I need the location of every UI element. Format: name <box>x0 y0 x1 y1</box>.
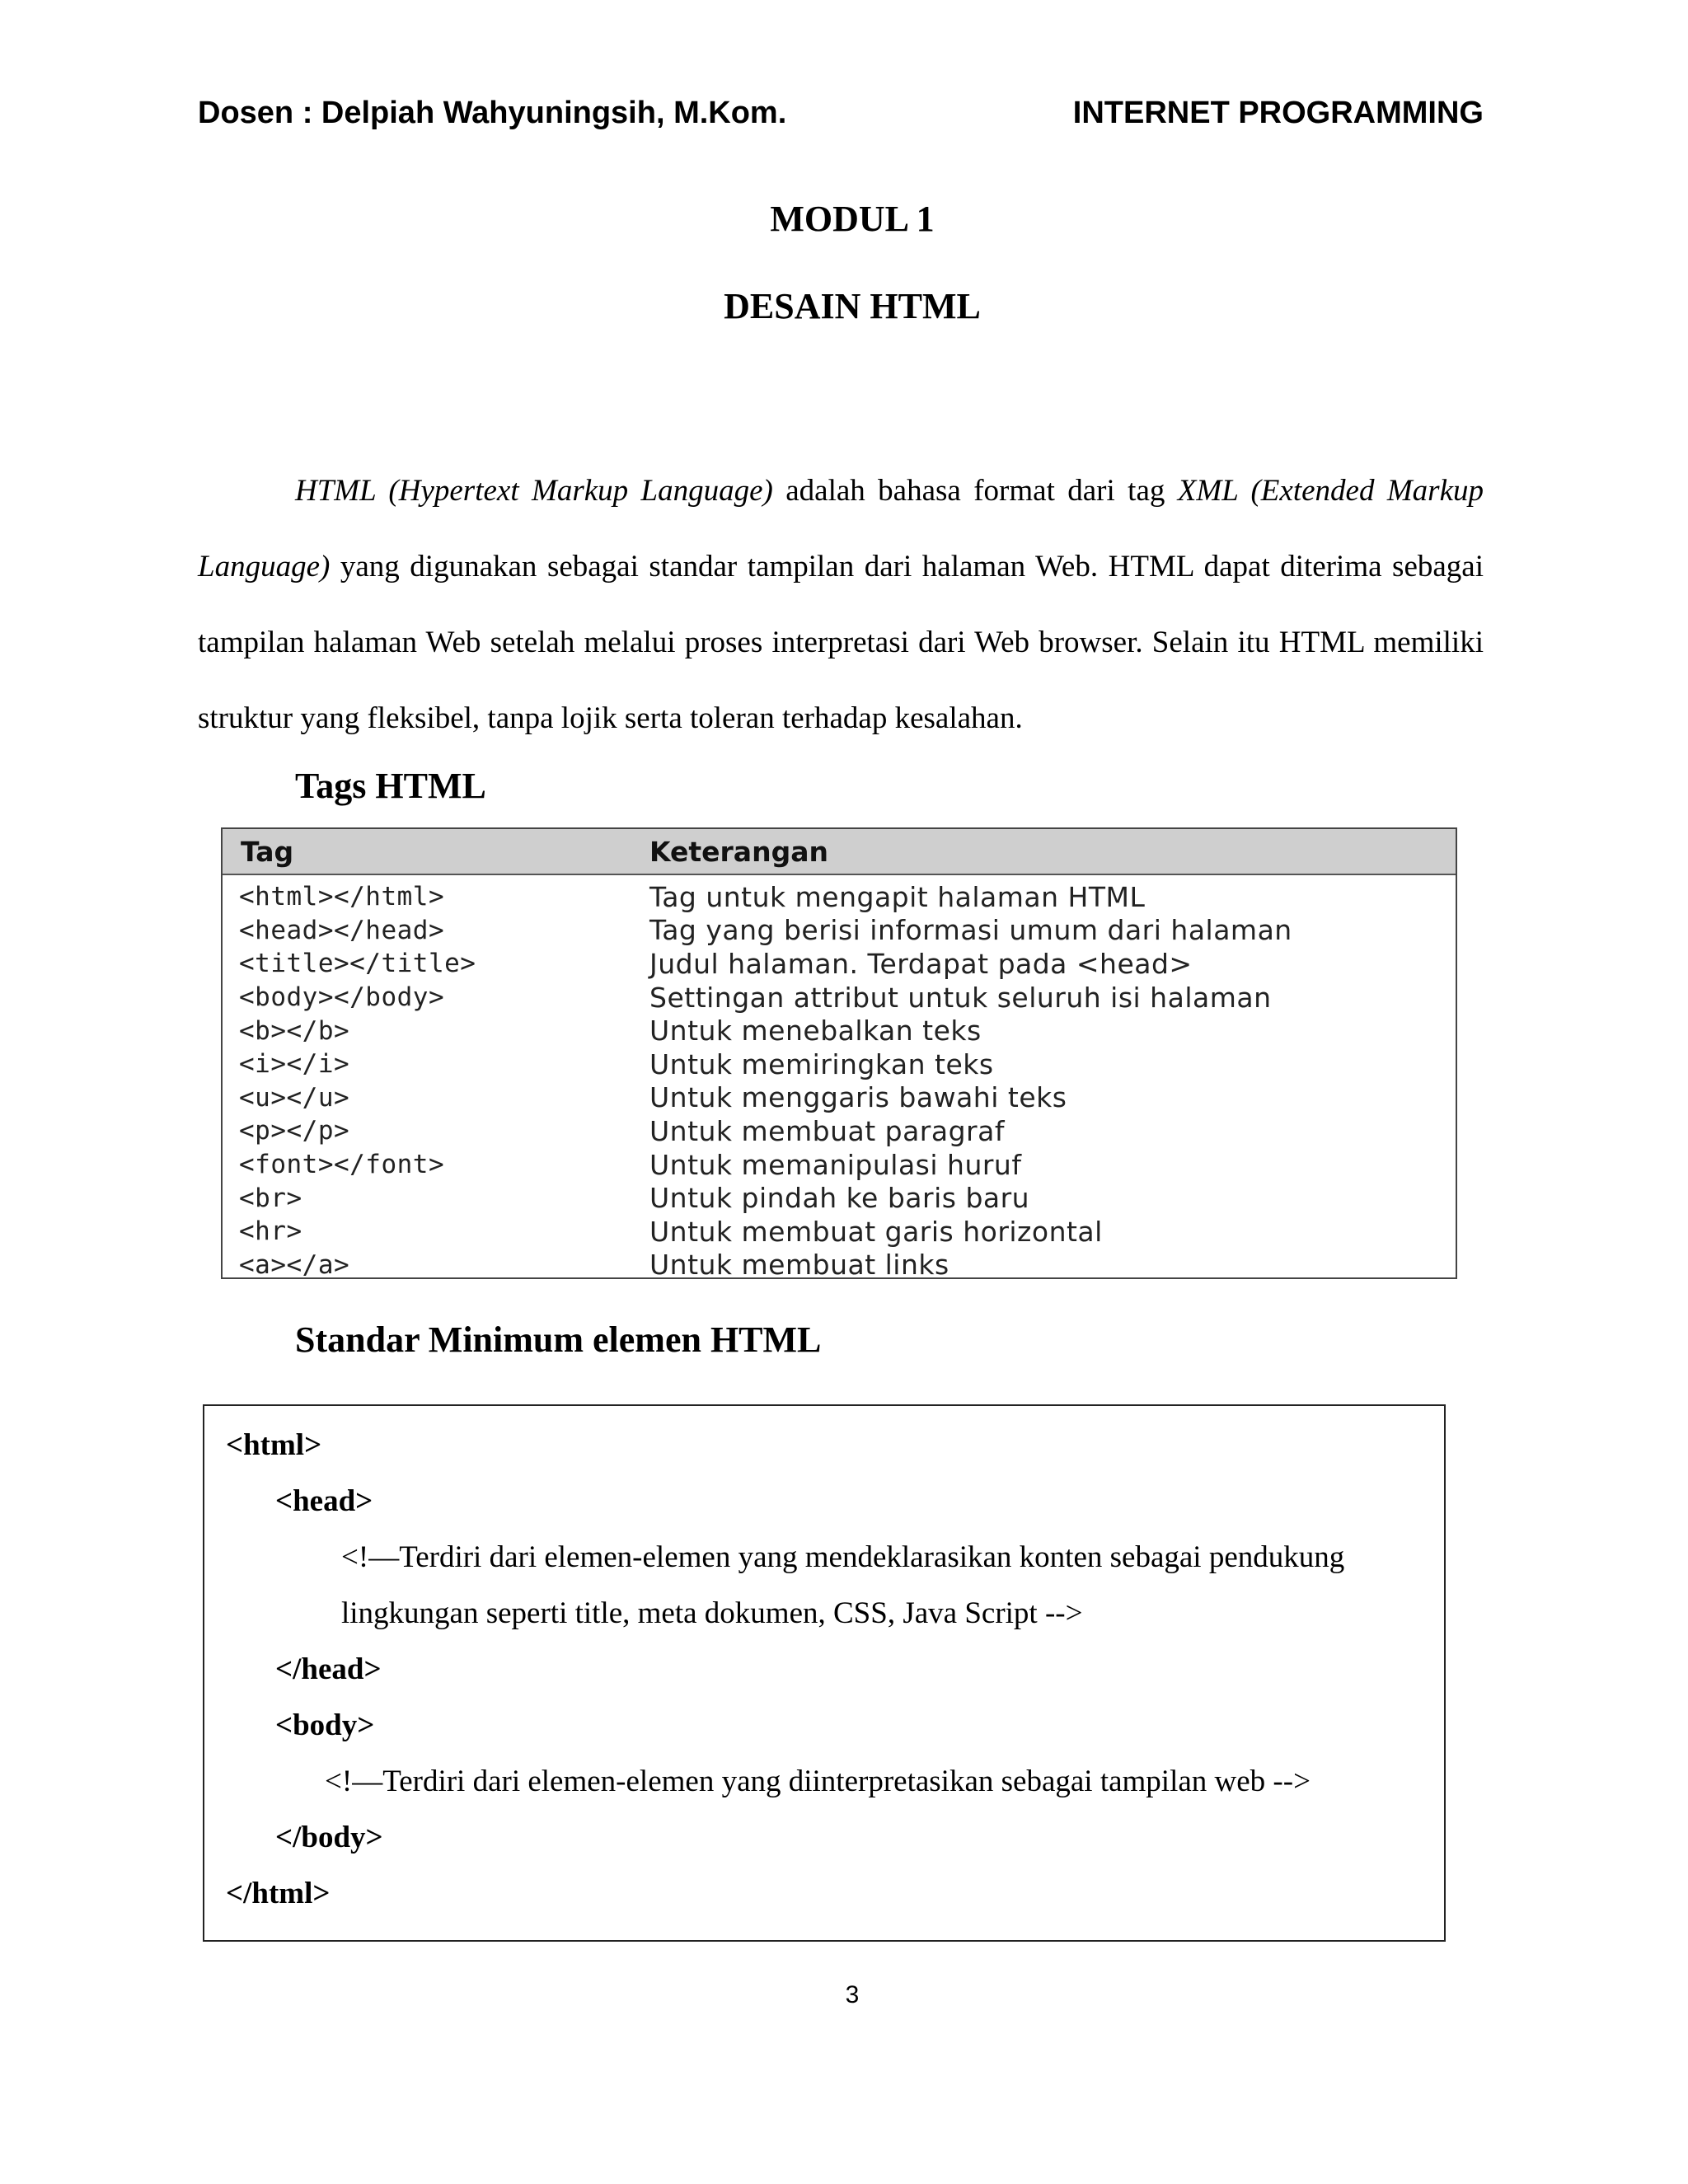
table-row <box>223 1215 1456 1249</box>
description-cell: Settingan attribut untuk seluruh isi halaman <box>649 981 1272 1014</box>
table-row <box>223 1148 1456 1182</box>
column-header-tag: Tag <box>241 835 294 868</box>
description-cell: Tag yang berisi informasi umum dari halaman <box>649 914 1292 947</box>
description-cell: Tag untuk mengapit halaman HTML <box>649 880 1146 913</box>
intro-text-2: yang digunakan sebagai standar tampilan dari halaman Web. HTML dapat diterima sebagai tampilan halaman Web setelah melalui proses interpretasi dari Web browser. Selain itu HTML memiliki struktur yang fleksibel, tanpa lojik serta toleran terhadap kesalahan. <box>198 550 1484 735</box>
code-head-comment-line-2: lingkungan seperti title, meta dokumen, CSS, Java Script --> <box>341 1596 1083 1630</box>
table-row <box>223 981 1456 1015</box>
description-cell: Untuk menebalkan teks <box>649 1015 982 1047</box>
description-cell: Untuk membuat links <box>649 1249 950 1282</box>
tag-cell: <b></b> <box>239 1015 350 1046</box>
tag-cell: <u></u> <box>239 1082 350 1113</box>
table-row <box>223 1249 1456 1282</box>
code-head-close: </head> <box>275 1652 382 1686</box>
tags-table-body <box>223 875 1456 1282</box>
description-cell: Untuk membuat paragraf <box>649 1114 1005 1147</box>
intro-paragraph <box>198 453 1484 757</box>
tags-table-header <box>223 829 1456 875</box>
code-body-comment: <!—Terdiri dari elemen-elemen yang diinterpretasikan sebagai tampilan web --> <box>325 1765 1311 1798</box>
description-cell: Untuk pindah ke baris baru <box>649 1182 1030 1215</box>
table-row <box>223 947 1456 981</box>
description-cell: Judul halaman. Terdapat pada <head> <box>649 947 1193 980</box>
table-row <box>223 1081 1456 1115</box>
tags-table <box>221 827 1457 1282</box>
code-html-open: <html> <box>226 1428 322 1462</box>
tag-cell: <i></i> <box>239 1049 350 1080</box>
xml-term: XML (Extended Markup Language) <box>198 474 1484 583</box>
tag-cell: <html></html> <box>239 882 445 912</box>
table-row <box>223 1181 1456 1215</box>
table-row <box>223 1014 1456 1047</box>
intro-text-1: adalah bahasa format dari tag <box>772 474 1178 508</box>
tag-cell: <body></body> <box>239 982 445 1013</box>
table-row <box>223 1114 1456 1148</box>
code-html-close: </html> <box>226 1877 331 1910</box>
page-header-right: INTERNET PROGRAMMING <box>1072 96 1484 130</box>
tag-cell: <hr> <box>239 1216 302 1247</box>
tag-cell: <head></head> <box>239 915 445 945</box>
module-topic-title: DESAIN HTML <box>724 286 981 326</box>
description-cell: Untuk memanipulasi huruf <box>649 1148 1022 1181</box>
description-cell: Untuk membuat garis horizontal <box>649 1215 1103 1248</box>
module-title: MODUL 1 <box>770 199 935 239</box>
tag-cell: <font></font> <box>239 1150 445 1180</box>
code-body-close: </body> <box>275 1821 383 1854</box>
page-number: 3 <box>845 1981 860 2008</box>
tag-cell: <title></title> <box>239 949 476 979</box>
minimum-elements-heading: Standar Minimum elemen HTML <box>295 1319 822 1360</box>
html-term: HTML (Hypertext Markup Language) <box>295 474 773 508</box>
tags-heading: Tags HTML <box>295 766 486 806</box>
tag-cell: <p></p> <box>239 1116 350 1146</box>
table-row <box>223 914 1456 948</box>
page-header-left: Dosen : Delpiah Wahyuningsih, M.Kom. <box>198 96 787 130</box>
code-head-open: <head> <box>275 1484 373 1518</box>
table-row <box>223 1047 1456 1081</box>
tag-cell: <a></a> <box>239 1249 350 1280</box>
column-header-keterangan: Keterangan <box>649 835 828 868</box>
description-cell: Untuk memiringkan teks <box>649 1047 994 1080</box>
code-body-open: <body> <box>275 1708 375 1742</box>
code-head-comment-line-1: <!—Terdiri dari elemen-elemen yang mendeklarasikan konten sebagai pendukung <box>341 1540 1345 1574</box>
description-cell: Untuk menggaris bawahi teks <box>649 1081 1067 1114</box>
code-example-box <box>203 1404 1446 1942</box>
table-row <box>223 880 1456 914</box>
tag-cell: <br> <box>239 1183 302 1213</box>
